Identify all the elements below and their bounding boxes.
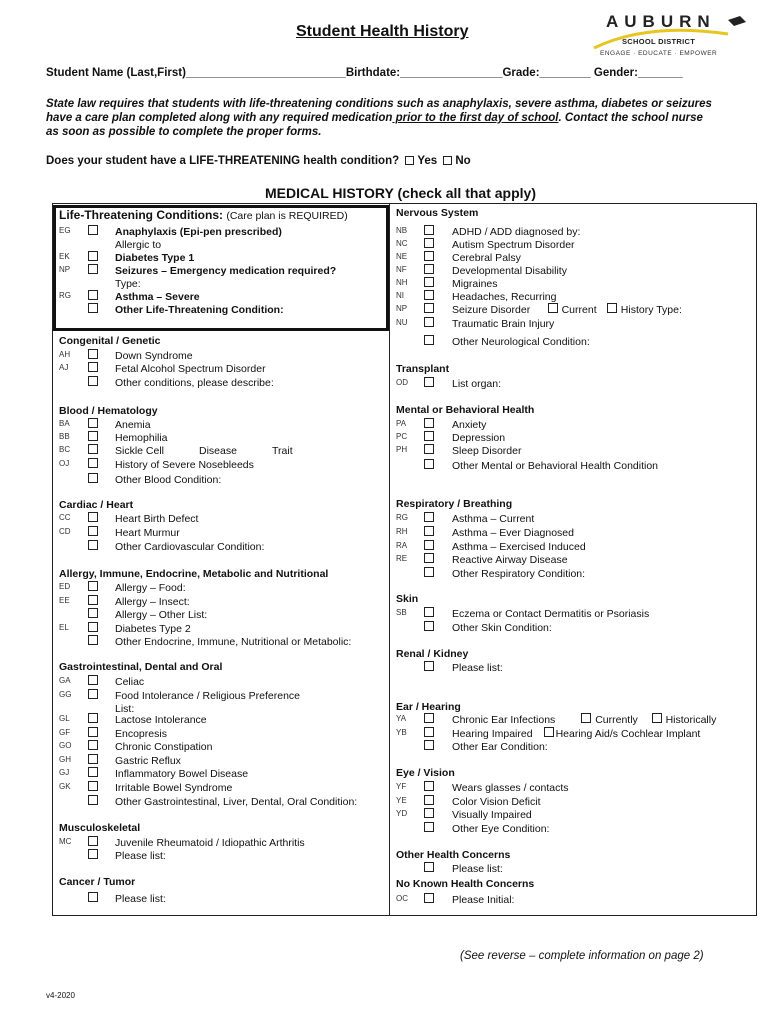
condition-checkbox[interactable] (424, 317, 434, 327)
condition-code: YF (396, 782, 407, 791)
condition-label: Depression (452, 432, 506, 444)
condition-checkbox[interactable] (88, 635, 98, 645)
section-title-cancer-tumor: Cancer / Tumor (59, 876, 136, 888)
condition-label: Asthma – Ever Diagnosed (452, 527, 574, 539)
condition-code: PH (396, 445, 408, 454)
condition-label: Other Endocrine, Immune, Nutritional or Metabolic: (115, 636, 352, 648)
condition-label: Asthma – Exercised Induced (452, 541, 586, 553)
condition-label: Food Intolerance / Religious Preference (115, 690, 301, 702)
condition-checkbox[interactable] (424, 459, 434, 469)
condition-code: GH (59, 755, 71, 764)
condition-label: Allergy – Other List: (115, 609, 208, 621)
condition-label: Irritable Bowel Syndrome (115, 782, 233, 794)
condition-code: YB (396, 728, 407, 737)
section-title-eye-vision: Eye / Vision (396, 767, 455, 779)
condition-code: NF (396, 265, 407, 274)
section-title-transplant: Transplant (396, 363, 450, 375)
option-label: Hearing Aid/s Cochlear Implant (555, 728, 701, 740)
condition-code: EE (59, 596, 70, 605)
condition-code: NP (396, 304, 408, 313)
yes-label: Yes (417, 155, 438, 167)
condition-checkbox[interactable] (88, 431, 98, 441)
condition-checkbox[interactable] (88, 781, 98, 791)
condition-label: Allergy – Food: (115, 582, 186, 594)
condition-checkbox[interactable] (424, 540, 434, 550)
condition-label: Asthma – Severe (115, 291, 200, 303)
condition-checkbox[interactable] (88, 512, 98, 522)
condition-checkbox[interactable] (88, 418, 98, 428)
condition-code: BC (59, 445, 71, 454)
condition-checkbox[interactable] (88, 349, 98, 359)
condition-label: Inflammatory Bowel Disease (115, 768, 249, 780)
logo-tagline: ENGAGE · EDUCATE · EMPOWER (600, 50, 718, 57)
life-threatening-subtitle: (Care plan is REQUIRED) (226, 210, 348, 222)
condition-code: ED (59, 582, 71, 591)
section-title-musculoskeletal: Musculoskeletal (59, 822, 141, 834)
option-checkbox[interactable] (548, 303, 558, 313)
condition-checkbox[interactable] (424, 444, 434, 454)
section-title-congenital-genetic: Congenital / Genetic (59, 335, 161, 347)
condition-checkbox[interactable] (424, 377, 434, 387)
section-title-other-health-concerns: Other Health Concerns (396, 849, 511, 861)
condition-label: Fetal Alcohol Spectrum Disorder (115, 363, 266, 375)
condition-label: Other Skin Condition: (452, 622, 552, 634)
condition-checkbox[interactable] (88, 713, 98, 723)
option-checkbox[interactable] (652, 713, 662, 723)
condition-checkbox[interactable] (88, 540, 98, 550)
condition-code: CD (59, 527, 71, 536)
condition-label: Encopresis (115, 728, 167, 740)
medical-history-title: MEDICAL HISTORY (check all that apply) (265, 185, 536, 201)
section-title-blood-hematology: Blood / Hematology (59, 405, 158, 417)
condition-label: Sickle Cell (115, 445, 165, 457)
condition-label: ADHD / ADD diagnosed by: (452, 226, 581, 238)
section-title-mental-or-behavioral-health: Mental or Behavioral Health (396, 404, 535, 416)
condition-code: PC (396, 432, 408, 441)
condition-label: Hemophilia (115, 432, 168, 444)
condition-code: OC (396, 894, 408, 903)
condition-label: Other Gastrointestinal, Liver, Dental, Oral Condition: (115, 796, 358, 808)
no-label: No (455, 155, 471, 167)
condition-label: Heart Birth Defect (115, 513, 199, 525)
option-checkbox[interactable] (544, 727, 554, 737)
life-threatening-title: Life-Threatening Conditions: (59, 208, 223, 222)
condition-checkbox[interactable] (424, 512, 434, 522)
no-checkbox[interactable] (443, 156, 452, 165)
condition-label: Anemia (115, 419, 151, 431)
condition-code: SB (396, 608, 407, 617)
condition-checkbox[interactable] (424, 862, 434, 872)
condition-checkbox[interactable] (88, 689, 98, 699)
option-label: Currently (595, 714, 638, 726)
condition-label: History of Severe Nosebleeds (115, 459, 254, 471)
condition-checkbox[interactable] (88, 290, 98, 300)
condition-checkbox[interactable] (88, 376, 98, 386)
condition-checkbox[interactable] (88, 849, 98, 859)
section-title-allergy-immune-endocrine-metabolic-and-n: Allergy, Immune, Endocrine, Metabolic and Nutritional (59, 568, 329, 580)
condition-checkbox[interactable] (88, 458, 98, 468)
condition-checkbox[interactable] (88, 251, 98, 261)
notice-part3: . Contact the school nurse as soon as possible to complete the proper forms. (46, 112, 703, 138)
condition-label: Please list: (452, 863, 503, 875)
condition-checkbox[interactable] (88, 362, 98, 372)
condition-checkbox[interactable] (88, 836, 98, 846)
condition-code: YD (396, 809, 408, 818)
condition-label: Sleep Disorder (452, 445, 522, 457)
life-threatening-question (46, 155, 471, 167)
student-info-line[interactable]: Student Name (Last,First)_________________________Birthdate:________________Grade:________ Gender:_______ (46, 67, 683, 79)
condition-label: Asthma – Current (452, 513, 535, 525)
condition-checkbox[interactable] (88, 444, 98, 454)
condition-code: EK (59, 252, 70, 261)
condition-label: Anxiety (452, 419, 487, 431)
condition-checkbox[interactable] (88, 608, 98, 618)
section-title-cardiac-heart: Cardiac / Heart (59, 499, 134, 511)
condition-code: YE (396, 796, 407, 805)
condition-checkbox[interactable] (88, 675, 98, 685)
condition-label: Other conditions, please describe: (115, 377, 274, 389)
condition-label: Anaphylaxis (Epi-pen prescribed) (115, 226, 282, 238)
condition-checkbox[interactable] (88, 740, 98, 750)
condition-checkbox[interactable] (424, 822, 434, 832)
condition-label: Heart Murmur (115, 527, 180, 539)
column-divider (389, 203, 390, 916)
condition-checkbox[interactable] (88, 581, 98, 591)
condition-label: Headaches, Recurring (452, 291, 557, 303)
condition-label: Color Vision Deficit (452, 796, 541, 808)
condition-checkbox[interactable] (88, 622, 98, 632)
condition-checkbox[interactable] (88, 595, 98, 605)
section-title-respiratory-breathing: Respiratory / Breathing (396, 498, 513, 510)
notice-part1: State law requires that students with life-threatening conditions such as anaphylaxis, severe asthma, diabetes or seizures have a care plan completed along with any required medication (46, 98, 712, 124)
condition-code: GJ (59, 768, 70, 777)
condition-label: Traumatic Brain Injury (452, 318, 555, 330)
option-disease[interactable]: Disease (199, 445, 237, 457)
section-title-nervous-system: Nervous System (396, 207, 479, 219)
condition-checkbox[interactable] (424, 251, 434, 261)
option-checkbox[interactable] (581, 713, 591, 723)
condition-code: GF (59, 728, 71, 737)
condition-checkbox[interactable] (88, 727, 98, 737)
section-title-skin: Skin (396, 593, 419, 605)
condition-code: AJ (59, 363, 69, 372)
condition-code: EG (59, 226, 71, 235)
life-threatening-heading (59, 208, 348, 222)
version-label: v4-2020 (46, 991, 75, 1000)
condition-label: Other Respiratory Condition: (452, 568, 586, 580)
condition-checkbox[interactable] (424, 893, 434, 903)
condition-label: Other Eye Condition: (452, 823, 550, 835)
condition-label: Allergy – Insect: (115, 596, 190, 608)
page-title: Student Health History (296, 23, 469, 40)
condition-code: NC (396, 239, 408, 248)
condition-code: GK (59, 782, 71, 791)
condition-label: Type: (115, 278, 141, 290)
condition-label: Autism Spectrum Disorder (452, 239, 575, 251)
condition-checkbox[interactable] (88, 754, 98, 764)
condition-label: Chronic Ear Infections (452, 714, 556, 726)
condition-label: Please list: (452, 662, 503, 674)
condition-code: GL (59, 714, 70, 723)
condition-checkbox[interactable] (424, 740, 434, 750)
section-title-ear-hearing: Ear / Hearing (396, 701, 461, 713)
condition-label: Other Neurological Condition: (452, 336, 590, 348)
condition-checkbox[interactable] (88, 526, 98, 536)
option-trait[interactable]: Trait (272, 445, 293, 457)
condition-checkbox[interactable] (424, 553, 434, 563)
condition-code: RA (396, 541, 408, 550)
condition-checkbox[interactable] (424, 431, 434, 441)
condition-code: NH (396, 278, 408, 287)
condition-label: Celiac (115, 676, 145, 688)
condition-code: CC (59, 513, 71, 522)
condition-label: Other Cardiovascular Condition: (115, 541, 265, 553)
condition-label: Other Life-Threatening Condition: (115, 304, 284, 316)
option-label: Historically (665, 714, 717, 726)
school-district-logo (588, 10, 748, 60)
condition-checkbox[interactable] (88, 264, 98, 274)
logo-district: SCHOOL DISTRICT (622, 37, 696, 46)
condition-label: Seizure Disorder (452, 304, 531, 316)
condition-label: List organ: (452, 378, 502, 390)
condition-checkbox[interactable] (424, 713, 434, 723)
condition-label: Diabetes Type 2 (115, 623, 191, 635)
condition-checkbox[interactable] (424, 418, 434, 428)
condition-checkbox[interactable] (424, 264, 434, 274)
condition-code: RG (396, 513, 408, 522)
condition-checkbox[interactable] (424, 808, 434, 818)
section-title-renal-kidney: Renal / Kidney (396, 648, 469, 660)
condition-code: RG (59, 291, 71, 300)
condition-code: NP (59, 265, 71, 274)
option-label: Current (561, 304, 597, 316)
condition-code: NB (396, 226, 408, 235)
option-checkbox[interactable] (607, 303, 617, 313)
condition-label: Hearing Impaired (452, 728, 533, 740)
condition-label: Gastric Reflux (115, 755, 181, 767)
condition-label: Eczema or Contact Dermatitis or Psoriasis (452, 608, 650, 620)
condition-checkbox[interactable] (424, 225, 434, 235)
condition-label: Developmental Disability (452, 265, 567, 277)
condition-checkbox[interactable] (424, 661, 434, 671)
condition-label: Diabetes Type 1 (115, 252, 195, 264)
condition-code: RH (396, 527, 408, 536)
condition-code: BB (59, 432, 70, 441)
condition-label: Other Mental or Behavioral Health Condition (452, 460, 659, 472)
condition-code: OD (396, 378, 408, 387)
condition-checkbox[interactable] (424, 621, 434, 631)
condition-label: Chronic Constipation (115, 741, 213, 753)
condition-checkbox[interactable] (424, 335, 434, 345)
condition-label: Reactive Airway Disease (452, 554, 568, 566)
condition-checkbox[interactable] (88, 892, 98, 902)
condition-label: Lactose Intolerance (115, 714, 207, 726)
condition-label: Wears glasses / contacts (452, 782, 569, 794)
condition-label: Please Initial: (452, 894, 515, 906)
condition-code: EL (59, 623, 69, 632)
state-law-notice (46, 97, 716, 139)
condition-code: BA (59, 419, 70, 428)
question-text: Does your student have a LIFE-THREATENING health condition? (46, 155, 400, 167)
condition-checkbox[interactable] (88, 767, 98, 777)
condition-checkbox[interactable] (424, 727, 434, 737)
condition-checkbox[interactable] (424, 795, 434, 805)
condition-code: NE (396, 252, 408, 261)
condition-label: Please list: (115, 850, 166, 862)
section-title-gastrointestinal-dental-and-oral: Gastrointestinal, Dental and Oral (59, 661, 223, 673)
condition-label: Seizures – Emergency medication required? (115, 265, 337, 277)
condition-code: MC (59, 837, 72, 846)
condition-code: GG (59, 690, 72, 699)
yes-checkbox[interactable] (405, 156, 414, 165)
condition-label: Please list: (115, 893, 166, 905)
condition-code: RE (396, 554, 408, 563)
condition-checkbox[interactable] (88, 795, 98, 805)
condition-checkbox[interactable] (424, 781, 434, 791)
option-label: History Type: (620, 304, 682, 316)
condition-label: Cerebral Palsy (452, 252, 521, 264)
condition-code: NU (396, 318, 408, 327)
condition-code: PA (396, 419, 407, 428)
condition-code: AH (59, 350, 71, 359)
condition-checkbox[interactable] (88, 303, 98, 313)
condition-checkbox[interactable] (424, 303, 434, 313)
condition-label: Allergic to (115, 239, 162, 251)
condition-code: GO (59, 741, 72, 750)
condition-checkbox[interactable] (424, 526, 434, 536)
condition-label: Other Ear Condition: (452, 741, 548, 753)
condition-label: Migraines (452, 278, 498, 290)
condition-checkbox[interactable] (424, 238, 434, 248)
notice-part2: prior to the first day of school (392, 112, 559, 124)
condition-checkbox[interactable] (424, 290, 434, 300)
condition-code: GA (59, 676, 71, 685)
condition-label: Visually Impaired (452, 809, 532, 821)
logo-name: AUBURN (606, 12, 716, 31)
section-title-no-known-health-concerns: No Known Health Concerns (396, 878, 535, 890)
condition-label: Juvenile Rheumatoid / Idiopathic Arthritis (115, 837, 305, 849)
condition-label: List: (115, 703, 135, 715)
condition-checkbox[interactable] (424, 607, 434, 617)
condition-label: Down Syndrome (115, 350, 193, 362)
condition-code: NI (396, 291, 404, 300)
condition-checkbox[interactable] (424, 567, 434, 577)
condition-code: OJ (59, 459, 70, 468)
condition-code: YA (396, 714, 407, 723)
condition-checkbox[interactable] (88, 225, 98, 235)
footer-note: (See reverse – complete information on page 2) (460, 950, 704, 962)
condition-label: Other Blood Condition: (115, 474, 222, 486)
condition-checkbox[interactable] (424, 277, 434, 287)
condition-checkbox[interactable] (88, 473, 98, 483)
